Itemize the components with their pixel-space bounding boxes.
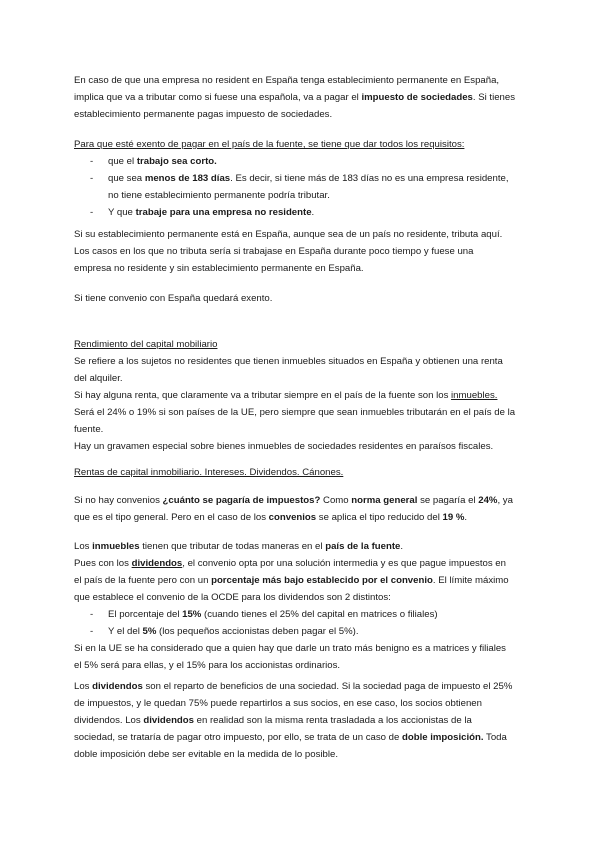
paragraph-establecimiento-espana — [74, 226, 534, 277]
text-line: de impuestos, y le quedan 75% puede repartirlos a sus socios, en ese caso, los socios obtienen — [74, 698, 482, 709]
text-line: que es el tipo general. Pero en el caso de los convenios se aplica el tipo reducido del 19 %. — [74, 512, 468, 523]
text-line: Pues con los dividendos, el convenio opta por una solución intermedia y es que pague impuestos en — [74, 558, 506, 569]
text-line: Si su establecimiento permanente está en España, aunque sea de un país no residente, tributa aquí. — [74, 229, 503, 240]
text-line: el país de la fuente pero con un porcentaje más bajo establecido por el convenio. El límite máximo — [74, 575, 509, 586]
text-line: del alquiler. — [74, 373, 123, 384]
text-line: que establece el convenio de la OCDE para los dividendos son 2 distintos: — [74, 592, 391, 603]
text-line: Si en la UE se ha considerado que a quien hay que darle un trato más benigno es a matrices y filiales — [74, 643, 506, 654]
text-line: sociedad, se trataría de pagar otro impuesto, por ello, se trata de un caso de doble imposición. Toda — [74, 732, 507, 743]
paragraph-convenios — [74, 492, 534, 526]
text-line: En caso de que una empresa no resident en España tenga establecimiento permanente en España, — [74, 75, 500, 86]
list-item: - Y el del 5% (los pequeños accionistas deben pagar el 5%). — [90, 626, 359, 637]
text-line: el 5% será para ellas, y el 15% para los accionistas ordinarios. — [74, 660, 341, 671]
text-line: Si hay alguna renta, que claramente va a tributar siempre en el país de la fuente son los inmuebles. — [74, 390, 498, 401]
paragraph-dividendos — [74, 678, 534, 763]
text-line: doble imposición debe ser evitable en la medida de lo posible. — [74, 749, 338, 760]
text-line: Hay un gravamen especial sobre bienes inmuebles de sociedades residentes en paraísos fiscales. — [74, 441, 494, 452]
rentas-section — [74, 464, 534, 481]
rendimiento-section — [74, 336, 534, 455]
text-line: Si no hay convenios ¿cuánto se pagaría de impuestos? Como norma general se pagaría el 24%, ya — [74, 495, 513, 506]
text-line: empresa no residente y sin establecimiento permanente en España. — [74, 263, 364, 274]
requisitos-section — [74, 136, 534, 221]
text-line: Si tiene convenio con España quedará exento. — [74, 293, 273, 304]
paragraph-establecimiento — [74, 72, 534, 123]
text-line: Los dividendos son el reparto de beneficios de una sociedad. Si la sociedad paga de impuesto el 25% — [74, 681, 513, 692]
text-line: Los casos en los que no tributa sería si trabajase en España durante poco tiempo y fuese una — [74, 246, 474, 257]
list-item: - Y que trabaje para una empresa no residente. — [90, 207, 315, 218]
list-item: - El porcentaje del 15% (cuando tienes el 25% del capital en matrices o filiales) — [90, 609, 438, 620]
list-item-continuation: no tiene establecimiento permanente podría tributar. — [108, 190, 330, 201]
text-line: fuente. — [74, 424, 104, 435]
paragraph-inmuebles-dividendos — [74, 538, 534, 674]
text-line: establecimiento permanente pagas impuesto de sociedades. — [74, 109, 333, 120]
text-line: Los inmuebles tienen que tributar de todas maneras en el país de la fuente. — [74, 541, 404, 552]
list-item: - que sea menos de 183 días. Es decir, si tiene más de 183 días no es una empresa residente, — [90, 173, 509, 184]
section-heading: Para que esté exento de pagar en el país de la fuente, se tiene que dar todos los requisitos: — [74, 139, 465, 150]
text-line: Se refiere a los sujetos no residentes que tienen inmuebles situados en España y obtienen una renta — [74, 356, 503, 367]
list-item: - que el trabajo sea corto. — [90, 156, 217, 167]
section-heading: Rendimiento del capital mobiliario — [74, 339, 218, 350]
paragraph-convenio — [74, 290, 534, 307]
section-heading: Rentas de capital inmobiliario. Intereses. Dividendos. Cánones. — [74, 467, 344, 478]
text-line: dividendos. Los dividendos en realidad son la misma renta trasladada a los accionistas de la — [74, 715, 472, 726]
text-line: implica que va a tributar como si fuese una española, va a pagar el impuesto de sociedades. Si tienes — [74, 92, 516, 103]
text-line: Será el 24% o 19% si son países de la UE, pero siempre que sean inmuebles tributarán en el país de la — [74, 407, 516, 418]
